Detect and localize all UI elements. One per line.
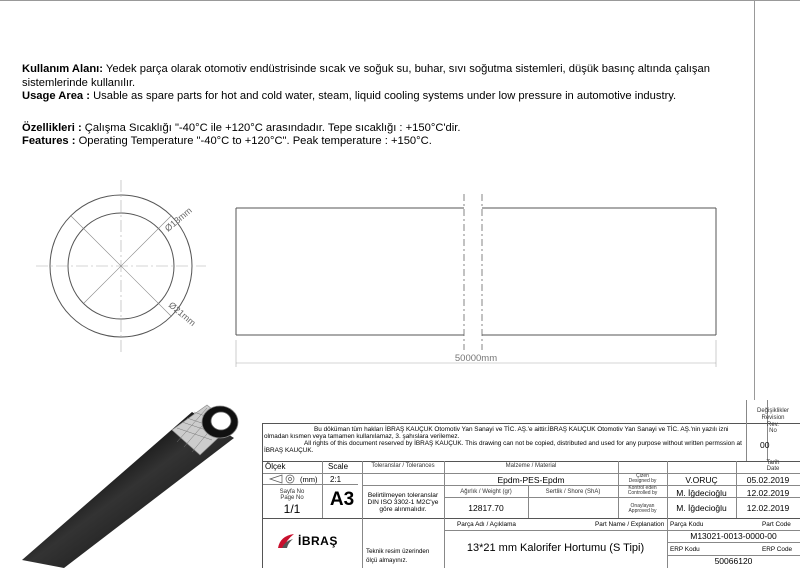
part-code-en: Part Code	[762, 521, 791, 528]
technical-drawing	[0, 180, 760, 370]
controlled-en: Controlled by	[627, 490, 658, 496]
olcek-label: Ölçek	[265, 462, 286, 471]
usage-tr-line2: sistemlerinde kullanılır.	[22, 77, 136, 89]
features-en-label: Features :	[22, 135, 76, 147]
part-name-value: 13*21 mm Kalorifer Hortumu (S Tipi)	[466, 542, 645, 554]
page-value: 1/1	[283, 502, 301, 516]
approved-tr: Onaylayan	[630, 503, 655, 509]
tolerance-text: Belirtilmeyen toleranslar DIN ISO 3302-1 M2C'ye göre alınmalıdır.	[367, 492, 439, 513]
usage-tr-text: Yedek parça olarak otomotiv endüstrisinde sıcak ve soğuk su, buhar, sıvı soğutma sistemleri, düşük basınç altında çalışan	[103, 63, 710, 75]
controlled-date: 12.02.2019	[746, 488, 790, 498]
hardness-label: Sertlik / Shore (ShA)	[545, 489, 601, 495]
part-name-en: Part Name / Explanation	[595, 521, 665, 528]
sheet-size: A3	[329, 489, 355, 510]
material-value: Epdm-PES-Epdm	[497, 475, 565, 485]
usage-en-line	[22, 89, 676, 104]
part-code-tr: Parça Kodu	[670, 521, 704, 528]
weight-label: Ağırlık / Weight (gr)	[460, 489, 512, 495]
part-code-value: M13021-0013-0000-00	[690, 531, 777, 541]
drawn-name: V.ORUÇ	[685, 475, 718, 485]
hose-cross-section	[36, 180, 206, 352]
leader-inner	[84, 216, 171, 303]
logo-mark-icon	[276, 532, 296, 550]
tolerance-label: Toleranslar / Tolerances	[371, 463, 435, 469]
drawn-tr: Çizen	[636, 473, 649, 479]
frame-line-top	[0, 0, 800, 1]
revision-header-en: Revision	[761, 415, 785, 421]
technical-note: Teknik resim üzerinden ölçü almayınız.	[366, 548, 430, 564]
revision-no-tr: Rev.	[767, 422, 779, 428]
date-en: Date	[766, 466, 780, 472]
approved-en: Approved by	[628, 508, 657, 514]
usage-tr-label: Kullanım Alanı:	[22, 63, 104, 75]
features-en-text: Operating Temperature "-40°C to +120°C". Peak temperature : +150°C.	[75, 135, 432, 147]
approved-date: 12.02.2019	[746, 503, 790, 513]
revision-no-en: No	[769, 428, 777, 434]
drawn-date: 05.02.2019	[746, 475, 790, 485]
projection-symbol-icon	[268, 474, 298, 484]
material-label: Malzeme / Material	[505, 463, 557, 469]
part-name-tr: Parça Adı / Açıklama	[457, 521, 516, 528]
logo-text: İBRAŞ	[298, 534, 338, 548]
title-block	[262, 400, 800, 568]
inner-diameter-label: Ø13mm	[162, 205, 194, 234]
page-no-tr: Sayfa No	[279, 489, 305, 495]
scale-value: 2:1	[330, 475, 342, 484]
length-label: 50000mm	[454, 353, 498, 364]
features-tr-label: Özellikleri :	[22, 122, 82, 134]
erp-code-en: ERP Code	[762, 546, 793, 553]
features-en-line	[22, 134, 432, 149]
approved-name: M. İğdecioğlu	[676, 503, 727, 513]
company-logo	[262, 518, 362, 568]
controlled-name: M. İğdecioğlu	[676, 488, 727, 498]
weight-value: 12817.70	[468, 503, 504, 513]
outer-diameter-label: Ø21mm	[166, 299, 198, 329]
drawn-en: Designed by	[628, 478, 657, 484]
revision-header-tr: Değişiklikler	[756, 408, 789, 414]
erp-code-tr: ERP Kodu	[670, 546, 700, 553]
page-no-en: Page No	[280, 495, 304, 501]
usage-tr-line	[22, 62, 710, 77]
scale-label: Scale	[328, 462, 349, 471]
controlled-tr: Kontrol eden	[628, 485, 657, 491]
hose-side-view	[236, 194, 716, 367]
usage-en-text: Usable as spare parts for hot and cold water, steam, liquid cooling systems under low pressure in automotive industry.	[89, 90, 677, 102]
copyright-tr: Bu döküman tüm hakları İBRAŞ KAUÇUK Otomotiv Yan Sanayi ve TİC. AŞ.'e aittir.İBRAŞ KAUÇUK Otomotiv Yan Sanayi ve TİC. AŞ.'nin yazılı izni olmadan kısmen veya tamamen kullanılamaz, 3. şahıslara verilemez.	[264, 426, 729, 440]
copyright-en: All rights of this document reserved by İBRAŞ KAUÇUK. This drawing can not be copied, distributed and used for any purpose without written permssion at İBRAŞ KAUÇUK.	[264, 440, 742, 454]
usage-en-label: Usage Area :	[22, 90, 90, 102]
revision-value: 00	[760, 440, 770, 450]
hose-illustration	[22, 400, 242, 568]
unit-label: (mm)	[300, 475, 318, 484]
date-tr: Tarih	[766, 460, 780, 466]
features-tr-text: Çalışma Sıcaklığı "-40°C ile +120°C arasındadır. Tepe sıcaklığı : +150°C'dir.	[81, 122, 461, 134]
hose-end-inner	[211, 412, 231, 430]
erp-code-value: 50066120	[714, 556, 753, 566]
